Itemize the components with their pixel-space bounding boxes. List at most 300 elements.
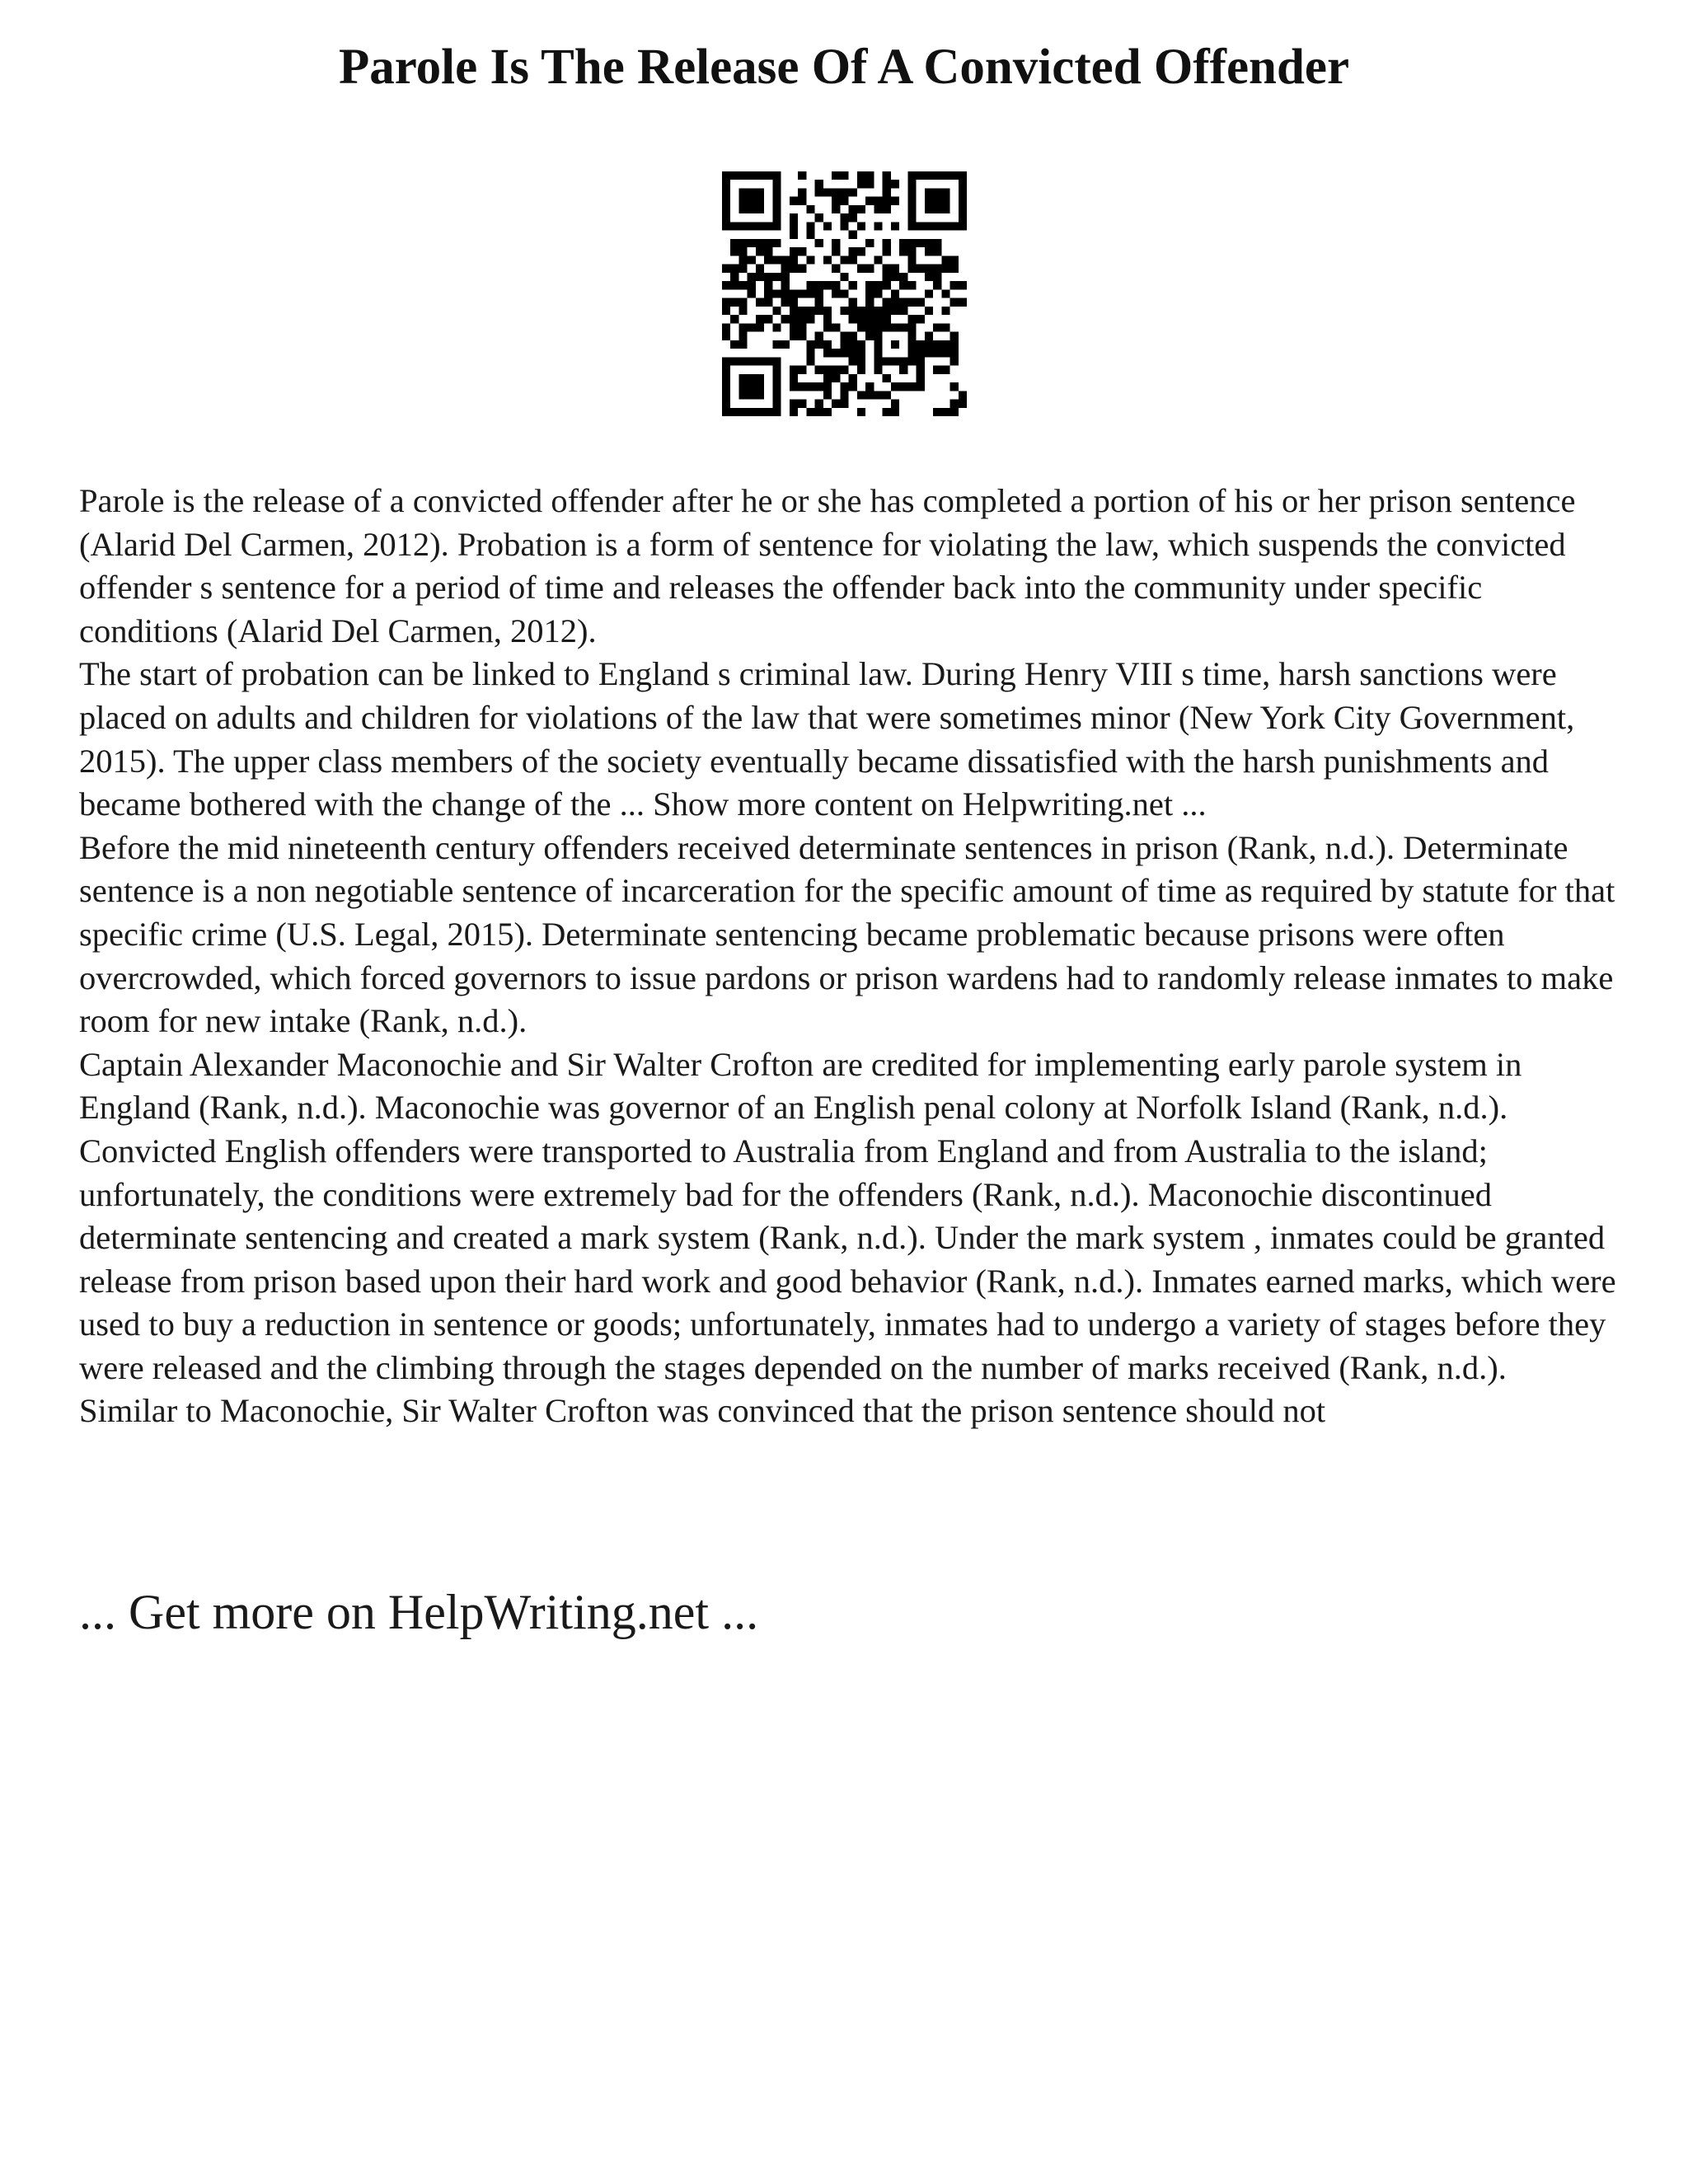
qr-module bbox=[772, 382, 781, 391]
qr-module bbox=[748, 255, 756, 264]
qr-module bbox=[806, 408, 814, 416]
qr-module bbox=[950, 281, 959, 289]
qr-module bbox=[756, 222, 764, 230]
qr-module bbox=[933, 265, 941, 273]
qr-module bbox=[840, 273, 848, 281]
qr-module bbox=[772, 400, 781, 408]
qr-module bbox=[950, 400, 959, 408]
qr-module bbox=[874, 222, 882, 230]
qr-module bbox=[823, 382, 832, 391]
qr-module bbox=[738, 391, 747, 399]
qr-module bbox=[738, 332, 747, 340]
qr-module bbox=[748, 323, 756, 331]
qr-module bbox=[738, 188, 747, 196]
qr-module bbox=[933, 281, 941, 289]
qr-module bbox=[764, 315, 772, 323]
qr-module bbox=[722, 205, 730, 213]
qr-module bbox=[756, 357, 764, 365]
qr-module bbox=[738, 298, 747, 307]
qr-module bbox=[815, 188, 823, 196]
qr-module bbox=[925, 188, 933, 196]
qr-module bbox=[874, 315, 882, 323]
qr-module bbox=[790, 408, 798, 416]
qr-module bbox=[722, 366, 730, 374]
qr-code-icon bbox=[722, 171, 967, 416]
qr-module bbox=[883, 188, 891, 196]
qr-module bbox=[857, 349, 865, 357]
qr-module bbox=[941, 255, 950, 264]
qr-module bbox=[764, 408, 772, 416]
qr-module bbox=[738, 281, 747, 289]
qr-module bbox=[832, 205, 840, 213]
qr-module bbox=[849, 357, 857, 365]
qr-module bbox=[865, 197, 874, 205]
qr-module bbox=[764, 239, 772, 247]
qr-module bbox=[748, 357, 756, 365]
qr-module bbox=[907, 382, 916, 391]
qr-module bbox=[756, 323, 764, 331]
qr-module bbox=[738, 357, 747, 365]
qr-module bbox=[907, 315, 916, 323]
qr-module bbox=[798, 265, 806, 273]
qr-module bbox=[925, 239, 933, 247]
qr-module bbox=[917, 315, 925, 323]
qr-module bbox=[891, 180, 899, 188]
qr-module bbox=[907, 340, 916, 349]
qr-module bbox=[756, 298, 764, 307]
qr-module bbox=[917, 366, 925, 374]
qr-module bbox=[899, 298, 907, 307]
qr-module bbox=[806, 357, 814, 365]
qr-module bbox=[823, 281, 832, 289]
qr-module bbox=[722, 222, 730, 230]
qr-module bbox=[857, 315, 865, 323]
qr-module bbox=[806, 382, 814, 391]
qr-module bbox=[857, 222, 865, 230]
qr-module bbox=[857, 205, 865, 213]
qr-module bbox=[857, 357, 865, 365]
qr-module bbox=[849, 340, 857, 349]
qr-module bbox=[959, 222, 967, 230]
qr-module bbox=[781, 265, 790, 273]
qr-module bbox=[832, 188, 840, 196]
qr-module bbox=[738, 222, 747, 230]
qr-module bbox=[941, 197, 950, 205]
qr-module bbox=[883, 315, 891, 323]
qr-module bbox=[790, 255, 798, 264]
qr-module bbox=[815, 408, 823, 416]
qr-module bbox=[933, 188, 941, 196]
qr-module bbox=[781, 255, 790, 264]
qr-module bbox=[959, 205, 967, 213]
qr-module bbox=[790, 382, 798, 391]
qr-module bbox=[941, 408, 950, 416]
qr-module bbox=[950, 349, 959, 357]
qr-module bbox=[748, 171, 756, 180]
qr-module bbox=[806, 281, 814, 289]
qr-module bbox=[756, 265, 764, 273]
qr-module bbox=[950, 222, 959, 230]
qr-module bbox=[730, 357, 738, 365]
qr-module bbox=[722, 357, 730, 365]
qr-module bbox=[798, 366, 806, 374]
qr-module bbox=[925, 205, 933, 213]
qr-module bbox=[772, 222, 781, 230]
qr-module bbox=[925, 349, 933, 357]
qr-module bbox=[849, 213, 857, 222]
qr-module bbox=[764, 222, 772, 230]
qr-module bbox=[941, 188, 950, 196]
qr-module bbox=[925, 307, 933, 315]
qr-module bbox=[798, 315, 806, 323]
qr-module bbox=[849, 332, 857, 340]
qr-module bbox=[764, 289, 772, 298]
qr-module bbox=[941, 340, 950, 349]
qr-module bbox=[832, 281, 840, 289]
qr-module bbox=[832, 374, 840, 382]
qr-module bbox=[933, 349, 941, 357]
qr-module bbox=[874, 289, 882, 298]
qr-module bbox=[840, 340, 848, 349]
qr-module bbox=[738, 265, 747, 273]
qr-module bbox=[907, 247, 916, 255]
qr-module bbox=[950, 357, 959, 365]
qr-module bbox=[874, 332, 882, 340]
qr-module bbox=[925, 171, 933, 180]
qr-module bbox=[730, 171, 738, 180]
qr-module bbox=[849, 307, 857, 315]
qr-module bbox=[764, 273, 772, 281]
qr-module bbox=[772, 408, 781, 416]
qr-module bbox=[917, 340, 925, 349]
qr-module bbox=[790, 247, 798, 255]
qr-module bbox=[748, 197, 756, 205]
qr-module bbox=[857, 391, 865, 399]
qr-module bbox=[883, 408, 891, 416]
qr-module bbox=[806, 231, 814, 239]
qr-module bbox=[941, 366, 950, 374]
qr-module bbox=[891, 289, 899, 298]
qr-module bbox=[933, 323, 941, 331]
qr-module bbox=[883, 205, 891, 213]
qr-module bbox=[823, 315, 832, 323]
qr-module bbox=[907, 349, 916, 357]
qr-module bbox=[865, 382, 874, 391]
qr-module bbox=[772, 255, 781, 264]
qr-module bbox=[883, 197, 891, 205]
qr-module bbox=[806, 222, 814, 230]
paragraph-2: The start of probation can be linked to England s criminal law. During Henry VIII s time, harsh sanctions were placed on adults and children for violations of the law that were sometimes minor (New York City Government, 2015). The upper class members of the society eventually became dissatisfied with the harsh punishments and became bothered with the change of the ... Show more content on Helpwriting.net ... bbox=[79, 655, 1575, 823]
qr-module bbox=[730, 298, 738, 307]
qr-module bbox=[891, 400, 899, 408]
qr-module bbox=[772, 239, 781, 247]
qr-module bbox=[815, 400, 823, 408]
qr-module bbox=[815, 298, 823, 307]
qr-module bbox=[798, 197, 806, 205]
qr-module bbox=[738, 205, 747, 213]
qr-module bbox=[865, 332, 874, 340]
qr-module bbox=[941, 222, 950, 230]
qr-module bbox=[941, 289, 950, 298]
qr-module bbox=[790, 298, 798, 307]
qr-module bbox=[959, 391, 967, 399]
qr-module bbox=[950, 265, 959, 273]
qr-module bbox=[857, 340, 865, 349]
qr-module bbox=[891, 357, 899, 365]
qr-module bbox=[756, 197, 764, 205]
qr-module bbox=[756, 408, 764, 416]
qr-module bbox=[907, 205, 916, 213]
qr-module bbox=[959, 400, 967, 408]
qr-module bbox=[772, 180, 781, 188]
qr-module bbox=[832, 239, 840, 247]
qr-module bbox=[933, 239, 941, 247]
qr-module bbox=[907, 222, 916, 230]
qr-module bbox=[790, 307, 798, 315]
qr-module bbox=[840, 171, 848, 180]
qr-module bbox=[832, 171, 840, 180]
qr-module bbox=[722, 298, 730, 307]
qr-module bbox=[883, 307, 891, 315]
qr-module bbox=[959, 171, 967, 180]
qr-module bbox=[959, 298, 967, 307]
qr-module bbox=[748, 239, 756, 247]
qr-module bbox=[907, 255, 916, 264]
qr-module bbox=[857, 180, 865, 188]
qr-module bbox=[772, 357, 781, 365]
qr-module bbox=[883, 391, 891, 399]
qr-module bbox=[891, 382, 899, 391]
qr-module bbox=[798, 247, 806, 255]
qr-module bbox=[907, 239, 916, 247]
qr-module bbox=[738, 374, 747, 382]
qr-module bbox=[857, 307, 865, 315]
qr-module bbox=[748, 222, 756, 230]
qr-module bbox=[917, 265, 925, 273]
qr-module bbox=[883, 374, 891, 382]
qr-module bbox=[865, 281, 874, 289]
qr-module bbox=[849, 374, 857, 382]
qr-module bbox=[815, 281, 823, 289]
qr-module bbox=[790, 213, 798, 222]
qr-module bbox=[722, 374, 730, 382]
qr-module bbox=[840, 197, 848, 205]
qr-module bbox=[933, 408, 941, 416]
qr-module bbox=[907, 323, 916, 331]
qr-module bbox=[832, 323, 840, 331]
qr-module bbox=[772, 307, 781, 315]
qr-module bbox=[849, 205, 857, 213]
qr-module bbox=[730, 340, 738, 349]
qr-module bbox=[790, 323, 798, 331]
qr-module bbox=[738, 408, 747, 416]
qr-module bbox=[738, 197, 747, 205]
qr-module bbox=[907, 281, 916, 289]
qr-module bbox=[849, 315, 857, 323]
qr-module bbox=[883, 298, 891, 307]
qr-module bbox=[907, 197, 916, 205]
qr-module bbox=[823, 374, 832, 382]
qr-module bbox=[738, 255, 747, 264]
get-more-link[interactable]: ... Get more on HelpWriting.net ... bbox=[79, 1585, 759, 1639]
qr-module bbox=[849, 188, 857, 196]
qr-module bbox=[874, 391, 882, 399]
qr-module bbox=[950, 340, 959, 349]
qr-module bbox=[941, 323, 950, 331]
qr-module bbox=[917, 374, 925, 382]
qr-module bbox=[790, 222, 798, 230]
qr-module bbox=[907, 332, 916, 340]
qr-module bbox=[730, 408, 738, 416]
qr-module bbox=[832, 400, 840, 408]
qr-module bbox=[840, 382, 848, 391]
qr-module bbox=[883, 357, 891, 365]
qr-module bbox=[832, 349, 840, 357]
qr-module bbox=[933, 366, 941, 374]
qr-module bbox=[874, 307, 882, 315]
qr-module bbox=[798, 400, 806, 408]
qr-module bbox=[823, 323, 832, 331]
qr-module bbox=[925, 222, 933, 230]
qr-module bbox=[756, 239, 764, 247]
qr-module bbox=[840, 332, 848, 340]
qr-module bbox=[941, 265, 950, 273]
qr-module bbox=[849, 349, 857, 357]
qr-module bbox=[823, 307, 832, 315]
qr-module bbox=[925, 273, 933, 281]
qr-module bbox=[832, 366, 840, 374]
qr-module bbox=[738, 247, 747, 255]
qr-module bbox=[933, 205, 941, 213]
qr-module bbox=[941, 307, 950, 315]
qr-module bbox=[823, 188, 832, 196]
qr-module bbox=[857, 171, 865, 180]
qr-module bbox=[925, 265, 933, 273]
qr-module bbox=[933, 273, 941, 281]
qr-module bbox=[756, 315, 764, 323]
qr-module bbox=[781, 315, 790, 323]
qr-module bbox=[883, 265, 891, 273]
qr-module bbox=[933, 197, 941, 205]
qr-module bbox=[883, 247, 891, 255]
qr-module bbox=[874, 255, 882, 264]
qr-module bbox=[840, 349, 848, 357]
qr-module bbox=[823, 391, 832, 399]
qr-module bbox=[865, 180, 874, 188]
qr-module bbox=[891, 298, 899, 307]
qr-module bbox=[941, 349, 950, 357]
qr-module bbox=[722, 400, 730, 408]
qr-module bbox=[815, 340, 823, 349]
qr-module bbox=[748, 382, 756, 391]
qr-module bbox=[790, 332, 798, 340]
qr-module bbox=[849, 231, 857, 239]
qr-module bbox=[722, 332, 730, 340]
qr-module bbox=[959, 281, 967, 289]
qr-module bbox=[874, 349, 882, 357]
qr-module bbox=[840, 188, 848, 196]
qr-module bbox=[748, 281, 756, 289]
qr-module bbox=[865, 307, 874, 315]
qr-module bbox=[738, 171, 747, 180]
qr-module bbox=[832, 265, 840, 273]
qr-module bbox=[891, 408, 899, 416]
qr-module bbox=[815, 382, 823, 391]
qr-module bbox=[865, 391, 874, 399]
qr-module bbox=[925, 332, 933, 340]
qr-module bbox=[899, 273, 907, 281]
article-body bbox=[79, 480, 1629, 1433]
qr-module bbox=[798, 171, 806, 180]
qr-module bbox=[899, 247, 907, 255]
qr-module bbox=[815, 366, 823, 374]
qr-module bbox=[950, 171, 959, 180]
qr-module bbox=[917, 382, 925, 391]
qr-module bbox=[798, 382, 806, 391]
qr-module bbox=[781, 273, 790, 281]
qr-module bbox=[764, 255, 772, 264]
qr-module bbox=[748, 289, 756, 298]
qr-module bbox=[883, 171, 891, 180]
qr-module bbox=[857, 366, 865, 374]
qr-module bbox=[815, 307, 823, 315]
qr-module bbox=[883, 323, 891, 331]
qr-module bbox=[933, 247, 941, 255]
qr-module bbox=[772, 391, 781, 399]
qr-module bbox=[738, 307, 747, 315]
qr-module bbox=[772, 273, 781, 281]
qr-module bbox=[815, 239, 823, 247]
qr-module bbox=[823, 366, 832, 374]
qr-module bbox=[748, 188, 756, 196]
qr-module bbox=[790, 197, 798, 205]
qr-module bbox=[756, 391, 764, 399]
qr-module bbox=[840, 289, 848, 298]
qr-module bbox=[917, 171, 925, 180]
qr-module bbox=[756, 205, 764, 213]
qr-module bbox=[874, 205, 882, 213]
qr-module bbox=[764, 247, 772, 255]
qr-module bbox=[840, 307, 848, 315]
qr-module bbox=[891, 307, 899, 315]
qr-module bbox=[950, 408, 959, 416]
qr-module bbox=[857, 247, 865, 255]
qr-module bbox=[772, 188, 781, 196]
qr-module bbox=[722, 408, 730, 416]
qr-module bbox=[772, 374, 781, 382]
qr-module bbox=[756, 382, 764, 391]
qr-module bbox=[756, 188, 764, 196]
qr-module bbox=[907, 357, 916, 365]
qr-module bbox=[798, 289, 806, 298]
qr-module bbox=[865, 265, 874, 273]
qr-module bbox=[874, 357, 882, 365]
qr-module bbox=[849, 255, 857, 264]
qr-module bbox=[722, 307, 730, 315]
qr-module bbox=[899, 323, 907, 331]
qr-module bbox=[772, 340, 781, 349]
qr-module bbox=[798, 188, 806, 196]
qr-module bbox=[959, 188, 967, 196]
qr-module bbox=[730, 222, 738, 230]
qr-module bbox=[823, 349, 832, 357]
qr-module bbox=[730, 315, 738, 323]
qr-module bbox=[823, 255, 832, 264]
qr-module bbox=[730, 239, 738, 247]
paragraph-5: Similar to Maconochie, Sir Walter Crofton was convinced that the prison sentence should not bbox=[79, 1392, 1326, 1430]
qr-module bbox=[722, 180, 730, 188]
qr-module bbox=[941, 171, 950, 180]
